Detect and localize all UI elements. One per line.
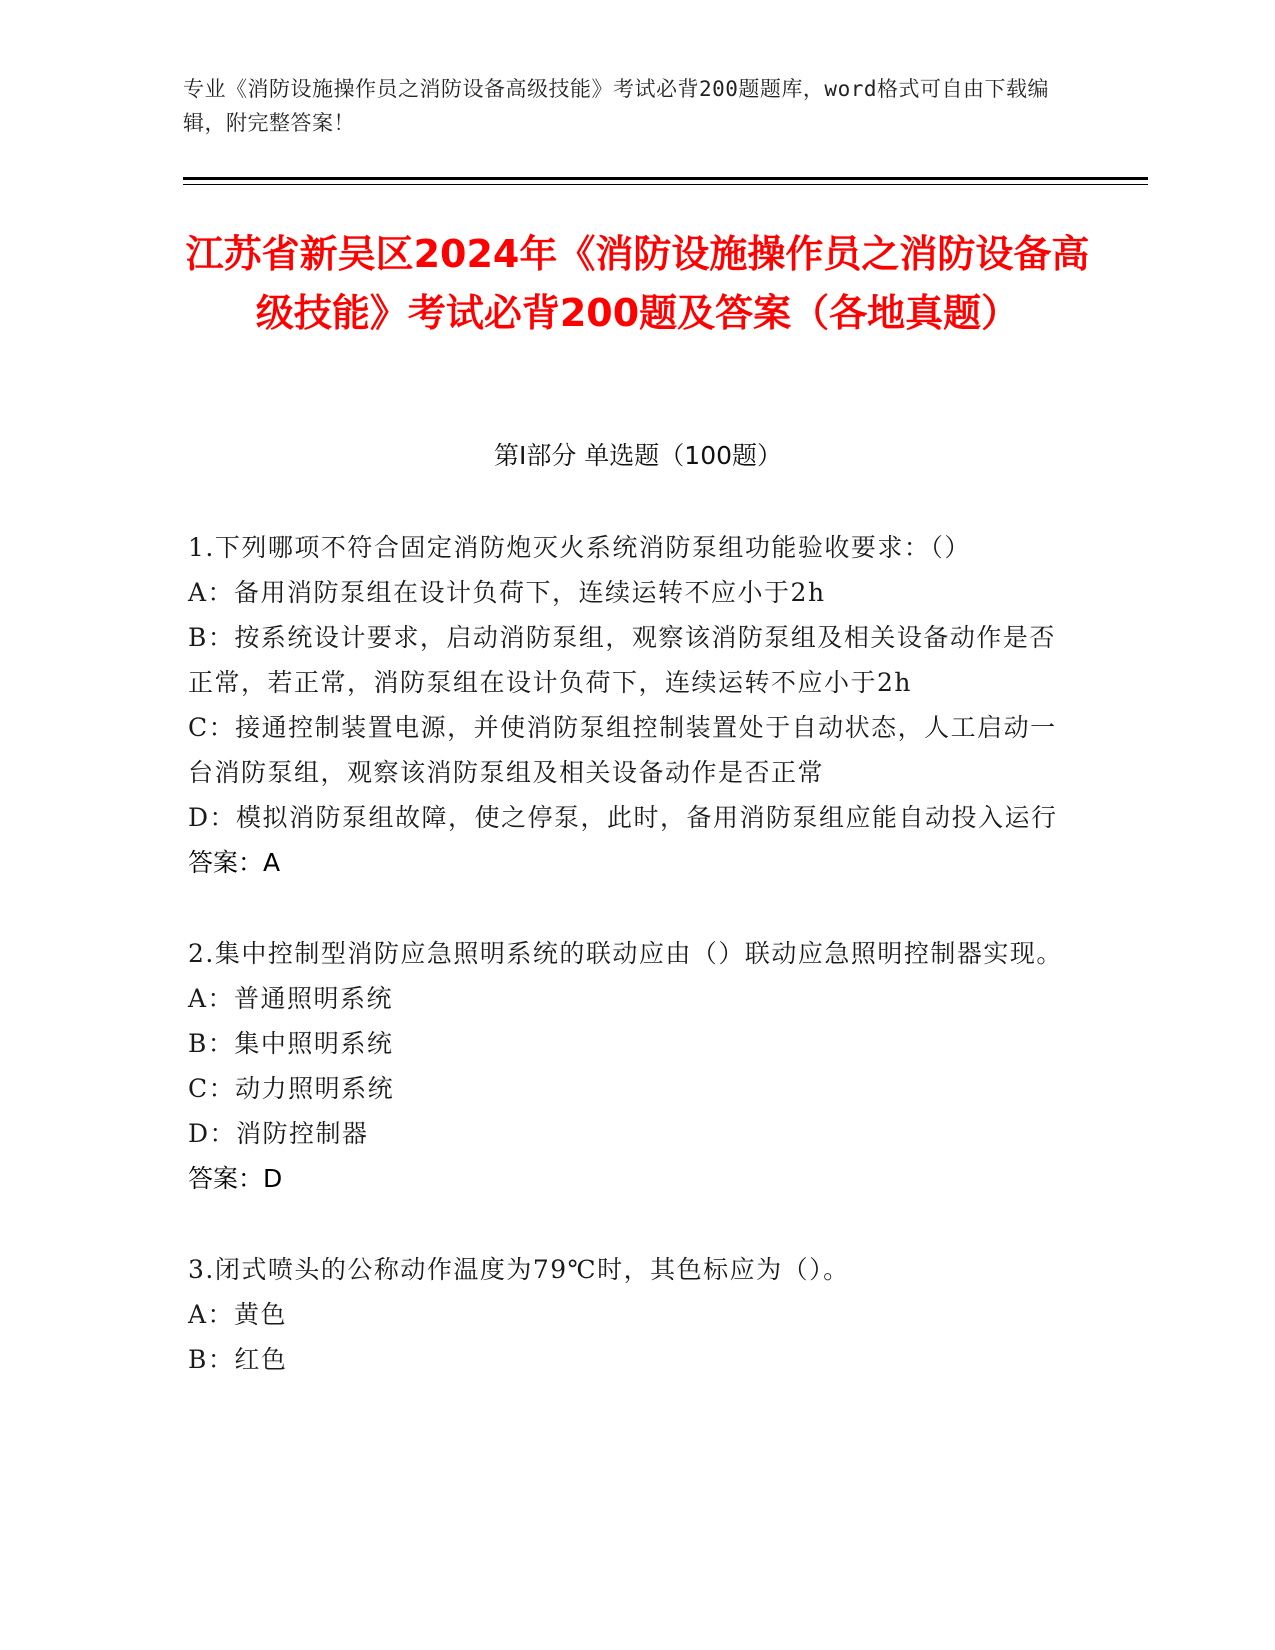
section-title: 第Ⅰ部分 单选题（100题） (493, 441, 783, 470)
option-a: A：普通照明系统 (188, 984, 394, 1013)
question-2 (188, 931, 1078, 1201)
question-stem: 1.下列哪项不符合固定消防炮灭火系统消防泵组功能验收要求：（） (188, 533, 971, 562)
header-note: 专业《消防设施操作员之消防设备高级技能》考试必背200题题库，word格式可自由下载编辑，附完整答案！ (183, 77, 1049, 135)
option-d: D：消防控制器 (188, 1119, 369, 1148)
option-c: C：动力照明系统 (188, 1074, 395, 1103)
answer: 答案：A (188, 848, 281, 877)
option-b: B：红色 (188, 1345, 288, 1374)
option-a: A：黄色 (188, 1300, 288, 1329)
option-d: D：模拟消防泵组故障，使之停泵，此时，备用消防泵组应能自动投入运行 (188, 803, 1058, 832)
header-divider-thin (183, 184, 1148, 185)
document-title: 江苏省新吴区2024年《消防设施操作员之消防设备高级技能》考试必背200题及答案（各地真题） (185, 232, 1090, 335)
question-stem: 2.集中控制型消防应急照明系统的联动应由（）联动应急照明控制器实现。 (188, 939, 1063, 968)
answer: 答案：D (188, 1164, 283, 1193)
option-b: B：按系统设计要求，启动消防泵组，观察该消防泵组及相关设备动作是否正常，若正常，消防泵组在设计负荷下，连续运转不应小于2h (188, 623, 1056, 697)
question-stem: 3.闭式喷头的公称动作温度为79℃时，其色标应为（）。 (188, 1255, 850, 1284)
question-list (188, 525, 1078, 1428)
option-c: C：接通控制装置电源，并使消防泵组控制装置处于自动状态，人工启动一台消防泵组，观察该消防泵组及相关设备动作是否正常 (188, 713, 1057, 787)
option-b: B：集中照明系统 (188, 1029, 394, 1058)
question-1 (188, 525, 1078, 885)
header-divider-thick (183, 177, 1148, 180)
option-a: A：备用消防泵组在设计负荷下，连续运转不应小于2h (188, 578, 826, 607)
question-3 (188, 1247, 1078, 1382)
